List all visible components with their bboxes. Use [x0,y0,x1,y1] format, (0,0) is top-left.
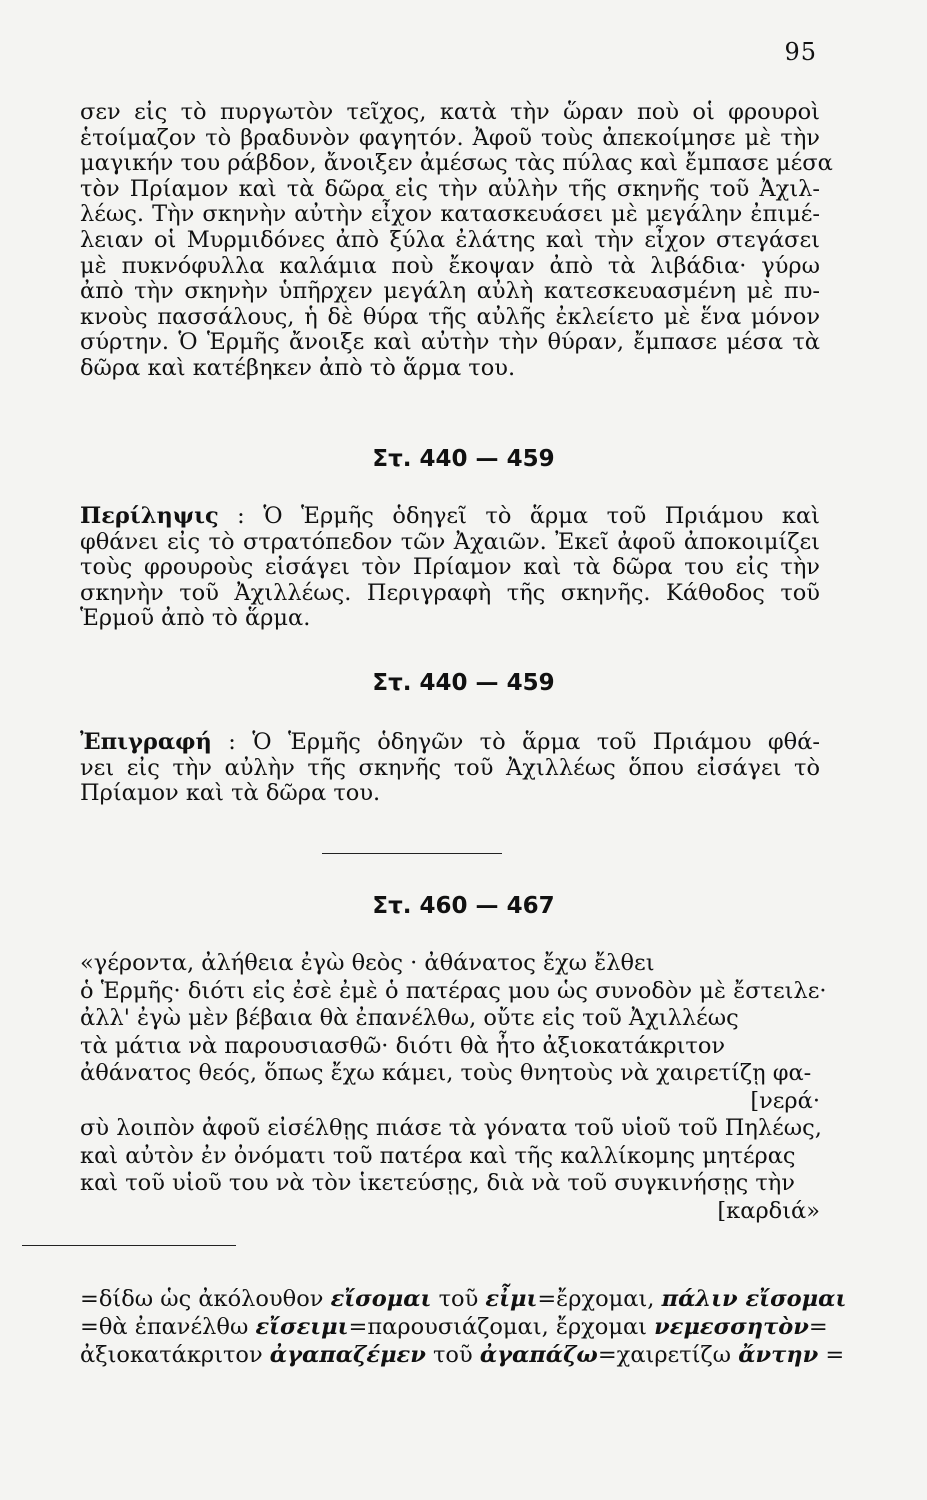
footnote-text: =παρουσιάζομαι, ἔρχομαι [348,1314,655,1340]
text-line: μαγικήν του ράβδον, ἄνοιξεν ἀμέσως τὰς πύλας καὶ ἔμπασε μέσα [80,150,833,177]
section-heading: Στ. 460 — 467 [372,893,555,919]
verse-line: καὶ αὐτὸν ἐν ὀνόματι τοῦ πατέρα καὶ τῆς καλλίκομης μητέρας [80,1142,796,1169]
footnote-text: = [808,1314,828,1340]
verse-line: ἀλλ' ἐγὼ μὲν βέβαια θὰ ἐπανέλθω, οὔτε εἰς τοῦ Ἀχιλλέως [80,1005,739,1031]
verse-wrap: [καρδιά» [717,1197,820,1224]
text-line: λέως. Τὴν σκηνὴν αὐτὴν εἶχον κατασκευάσει μὲ μεγάλην ἐπιμέ- [80,201,820,228]
verse-line: σὺ λοιπὸν ἀφοῦ εἰσέλθῃς πιάσε τὰ γόνατα τοῦ υἱοῦ τοῦ Πηλέως, [80,1115,822,1141]
text-line: λειαν οἱ Μυρμιδόνες ἀπὸ ξύλα ἐλάτης καὶ τὴν εἶχον στεγάσει [80,226,820,253]
verse-line: «γέροντα, ἀλήθεια ἐγὼ θεὸς · ἀθάνατος ἔχω ἔλθει [80,950,655,976]
footnote-text: =θὰ ἐπανέλθω [80,1314,256,1340]
text-line: Πρίαμον καὶ τὰ δῶρα του. [80,780,381,807]
intro-paragraph [80,99,833,382]
text-line: φθάνει εἰς τὸ στρατόπεδον τῶν Ἀχαιῶν. Ἐκεῖ ἀφοῦ ἀποκοιμίζει [80,528,820,555]
verse-line: ὁ Ἑρμῆς· διότι εἰς ἐσὲ ἐμὲ ὁ πατέρας μου ὡς συνοδὸν μὲ ἔστειλε· [80,977,827,1004]
text-line: δῶρα καὶ κατέβηκεν ἀπὸ τὸ ἅρμα του. [80,354,516,381]
section-heading: Στ. 440 — 459 [372,446,555,472]
summary-text: : Ὁ Ἑρμῆς ὁδηγεῖ τὸ ἅρμα τοῦ Πριάμου καὶ [237,503,820,529]
text-line [80,504,820,530]
verse-wrap: [νερά· [750,1087,820,1114]
footnote-rule [22,1245,236,1246]
verse-line: ἀθάνατος θεός, ὅπως ἔχω κάμει, τοὺς θνητοὺς νὰ χαιρετίζῃ φα- [80,1060,812,1086]
text-line: ἑτοίμαζον τὸ βραδυνὸν φαγητόν. Ἀφοῦ τοὺς ἀπεκοίμησε μὲ τὴν [80,124,820,151]
footnote-term: εἶμι [485,1286,538,1312]
footnotes [80,1285,847,1369]
footnote-term: ἀγαπαζέμεν [269,1342,426,1368]
page-number: 95 [784,38,817,66]
text-line: Ἑρμοῦ ἀπὸ τὸ ἅρμα. [80,605,311,632]
footnote-term: ἀγαπάζω [479,1342,598,1368]
footnote-text: =δίδω ὡς ἀκόλουθον [80,1286,331,1312]
footnote-text: ἀξιοκατάκριτον [80,1342,270,1368]
footnote-text: τοῦ [431,1286,486,1312]
summary-paragraph [80,504,820,632]
footnote-text: = [818,1342,845,1368]
inscription-text: : Ὁ Ἑρμῆς ὁδηγῶν τὸ ἅρμα τοῦ Πριάμου φθά- [228,729,820,755]
text-line: σεν εἰς τὸ πυργωτὸν τεῖχος, κατὰ τὴν ὥραν ποὺ οἱ φρουροὶ [80,99,820,125]
footnote-text: =ἔρχομαι, [537,1286,662,1312]
section-heading: Στ. 440 — 459 [372,670,555,696]
text-line: τὸν Πρίαμον καὶ τὰ δῶρα εἰς τὴν αὐλὴν τῆς σκηνῆς τοῦ Ἀχιλ- [80,175,820,202]
footnote-text: τοῦ [425,1342,480,1368]
text-line: ἀπὸ τὴν σκηνὴν ὑπῆρχεν μεγάλη αὐλὴ κατεσκευασμένη μὲ πυ- [80,278,820,305]
text-line: σκηνὴν τοῦ Ἀχιλλέως. Περιγραφὴ τῆς σκηνῆς. Κάθοδος τοῦ [80,579,820,606]
footnote-term: εἴσομαι [330,1286,432,1312]
footnote-term: πάλιν εἴσομαι [661,1286,847,1312]
footnote-line [80,1313,828,1341]
verse-translation [80,950,827,1225]
inscription-paragraph [80,730,820,807]
footnote-text: =χαιρετίζω [597,1342,739,1368]
summary-label: Περίληψις [80,503,219,529]
text-line: τοὺς φρουροὺς εἰσάγει τὸν Πρίαμον καὶ τὰ δῶρα του εἰς τὴν [80,554,820,581]
footnote-line [80,1285,847,1313]
footnote-term: νεμεσσητὸν [654,1314,809,1340]
inscription-label: Ἐπιγραφή [80,729,212,755]
text-line [80,730,820,756]
text-line: κνοὺς πασσάλους, ἡ δὲ θύρα τῆς αὐλῆς ἐκλείετο μὲ ἕνα μόνον [80,303,820,330]
footnote-term: εἴσειμι [255,1314,349,1340]
text-line: μὲ πυκνόφυλλα καλάμια ποὺ ἔκοψαν ἀπὸ τὰ λιβάδια· γύρω [80,252,820,279]
verse-line: τὰ μάτια νὰ παρουσιασθῶ· διότι θὰ ἦτο ἀξιοκατάκριτον [80,1032,726,1059]
footnote-term: ἄντην [738,1342,819,1368]
text-line: σύρτην. Ὁ Ἑρμῆς ἄνοιξε καὶ αὐτὴν τὴν θύραν, ἔμπασε μέσα τὰ [80,329,820,356]
text-line: νει εἰς τὴν αὐλὴν τῆς σκηνῆς τοῦ Ἀχιλλέως ὅπου εἰσάγει τὸ [80,754,820,781]
footnote-line [80,1341,845,1369]
verse-line: καὶ τοῦ υἱοῦ του νὰ τὸν ἱκετεύσῃς, διὰ νὰ τοῦ συγκινήσῃς τὴν [80,1170,795,1196]
section-divider [322,853,502,854]
